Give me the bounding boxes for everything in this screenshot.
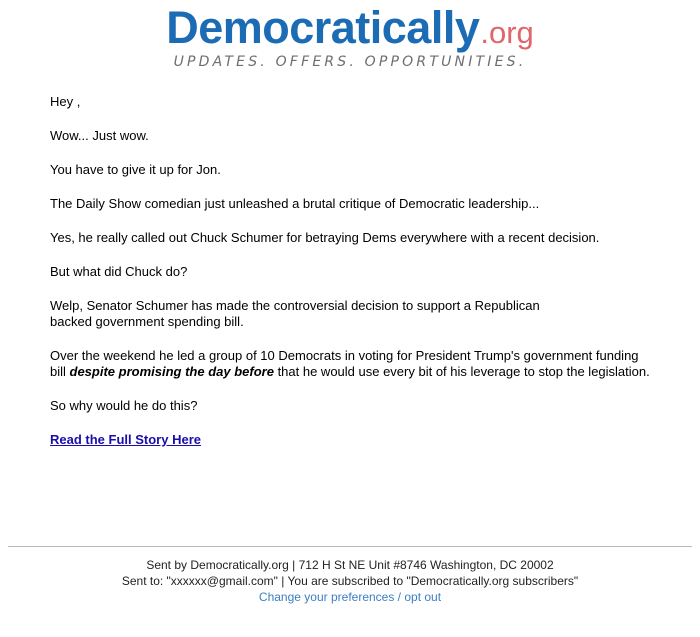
- opt-out-link[interactable]: opt out: [404, 590, 442, 604]
- footer-divider: [8, 546, 692, 547]
- paragraph-schumer: Yes, he really called out Chuck Schumer for betraying Dems everywhere with a recent decision.: [50, 230, 600, 245]
- brand-tagline: UPDATES. OFFERS. OPPORTUNITIES.: [173, 54, 527, 70]
- logo-domain-suffix: .org: [480, 15, 534, 50]
- paragraph-weekend-vote: [50, 348, 655, 380]
- decision-line-2: backed government spending bill.: [50, 314, 244, 329]
- vote-emphasis: despite promising the day before: [69, 364, 274, 379]
- vote-text-end: that he would use every bit of his leverage to stop the legislation.: [273, 364, 650, 379]
- paragraph-question: But what did Chuck do?: [50, 264, 188, 279]
- paragraph-critique: The Daily Show comedian just unleashed a brutal critique of Democratic leadership...: [50, 196, 540, 211]
- paragraph-reaction: Wow... Just wow.: [50, 128, 149, 143]
- change-preferences-link[interactable]: Change your preferences: [258, 590, 395, 604]
- paragraph-why: So why would he do this?: [50, 398, 198, 413]
- brand-logo[interactable]: [0, 2, 700, 54]
- sender-info: Sent by Democratically.org | 712 H St NE Unit #8746 Washington, DC 20002: [146, 558, 554, 572]
- greeting: Hey ,: [50, 94, 81, 109]
- cta-paragraph: [50, 432, 655, 448]
- paragraph-jon: You have to give it up for Jon.: [50, 162, 221, 177]
- paragraph-decision: [50, 298, 655, 330]
- logo-wordmark: Democratically: [166, 2, 480, 53]
- vote-text-start: Over the weekend he led a group of 10 Democrats in voting for President Trump's government funding bill: [50, 348, 639, 379]
- email-footer: [0, 557, 700, 605]
- recipient-info: Sent to: "xxxxxx@gmail.com" | You are subscribed to "Democratically.org subscribers": [121, 574, 579, 588]
- decision-line-1: Welp, Senator Schumer has made the controversial decision to support a Republican: [50, 298, 540, 313]
- footer-link-separator: /: [394, 590, 405, 604]
- footer-links: [0, 589, 700, 605]
- read-full-story-link[interactable]: Read the Full Story Here: [50, 432, 201, 447]
- email-header: [0, 0, 700, 78]
- email-body: [50, 94, 655, 466]
